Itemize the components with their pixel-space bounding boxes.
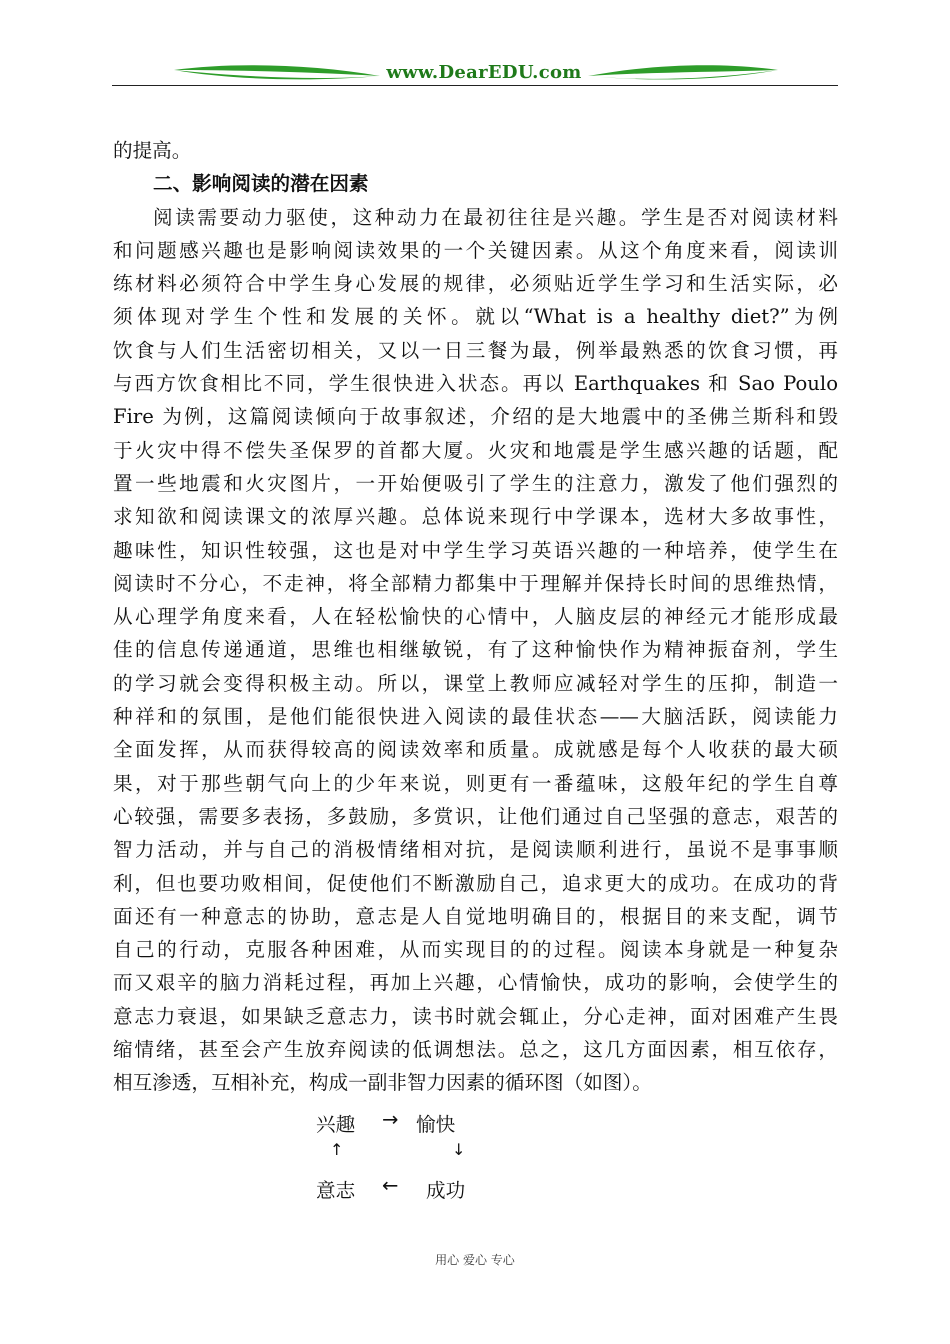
text-line: 练材料必须符合中学生身心发展的规律，必须贴近学生学习和生活实际，必 [113,272,838,296]
text-line: 佳的信息传递通道，思维也相继敏锐，有了这种愉快作为精神振奋剂，学生 [113,638,838,662]
text-line: 的学习就会变得积极主动。所以，课堂上教师应减轻对学生的压抑，制造一 [113,671,838,695]
text-line: 果，对于那些朝气向上的少年来说，则更有一番蕴味，这般年纪的学生自尊 [113,771,838,795]
text-line: 于火灾中得不偿失圣保罗的首都大厦。火灾和地震是学生感兴趣的话题，配 [113,438,838,462]
text-line: 与西方饮食相比不同，学生很快进入状态。再以 Earthquakes 和 Sao Poulo [113,372,838,396]
text-line: Fire 为例，这篇阅读倾向于故事叙述，介绍的是大地震中的圣佛兰斯科和毁 [113,405,838,429]
text-line: 趣味性，知识性较强，这也是对中学生学习英语兴趣的一种培养，使学生在 [113,538,838,562]
text-line: 阅读时不分心，不走神，将全部精力都集中于理解并保持长时间的思维热情， [113,571,838,595]
cycle-node-interest: 兴趣 [316,1113,356,1136]
text-line: 智力活动，并与自己的消极情绪相对抗，是阅读顺利进行，虽说不是事事顺 [113,838,838,862]
section-heading: 二、影响阅读的潜在因素 [153,172,369,196]
arrow-up-icon: ↑ [330,1140,344,1159]
text-line: 阅读需要动力驱使，这种动力在最初往往是兴趣。学生是否对阅读材料 [153,205,838,229]
cycle-node-success: 成功 [426,1179,466,1202]
text-line: 意志力衰退，如果缺乏意志力，读书时就会辄止，分心走神，面对困难产生畏 [113,1004,838,1028]
header-rule [112,85,838,86]
text-line: 全面发挥，从而获得较高的阅读效率和质量。成就感是每个人收获的最大硕 [113,738,838,762]
text-line: 相互渗透，互相补充，构成一副非智力因素的循环图（如图）。 [113,1071,652,1095]
arrow-down-icon: ↓ [452,1140,466,1159]
text-line: 利，但也要功败相间，促使他们不断激励自己，追求更大的成功。在成功的背 [113,871,838,895]
text-line: 求知欲和阅读课文的浓厚兴趣。总体说来现行中学课本，选材大多故事性， [113,505,838,529]
text-line: 须体现对学生个性和发展的关怀。就以“What is a healthy diet?”为例 [113,305,838,329]
text-line: 从心理学角度来看，人在轻松愉快的心情中，人脑皮层的神经元才能形成最 [113,605,838,629]
text-line: 心较强，需要多表扬，多鼓励，多赏识，让他们通过自己坚强的意志，艰苦的 [113,804,838,828]
text-line: 饮食与人们生活密切相关，又以一日三餐为最，例举最熟悉的饮食习惯，再 [113,338,838,362]
page-header [112,60,838,90]
text-line: 置一些地震和火灾图片，一开始便吸引了学生的注意力，激发了他们强烈的 [113,471,838,495]
text-line: 和问题感兴趣也是影响阅读效果的一个关键因素。从这个角度来看，阅读训 [113,238,838,262]
text-line: 的提高。 [113,139,192,162]
text-line: 自己的行动，克服各种困难，从而实现目的的过程。阅读本身就是一种复杂 [113,938,838,962]
arrow-right-icon: → [382,1108,399,1131]
text-line: 面还有一种意志的协助，意志是人自觉地明确目的，根据目的来支配，调节 [113,904,838,928]
non-intellectual-factor-cycle-diagram [300,1100,500,1210]
document-body [113,134,838,1100]
text-line: 缩情绪，甚至会产生放弃阅读的低调想法。总之，这几方面因素，相互依存， [113,1038,838,1062]
page-footer: 用心 爱心 专心 [435,1253,515,1267]
cycle-node-pleasure: 愉快 [416,1113,456,1136]
text-line: 而又艰辛的脑力消耗过程，再加上兴趣，心情愉快，成功的影响，会使学生的 [113,971,838,995]
text-line: 种祥和的氛围，是他们能很快进入阅读的最佳状态——大脑活跃，阅读能力 [113,705,838,729]
site-logo-text: www.DearEDU.com [386,62,582,83]
arrow-left-icon: ← [382,1174,399,1197]
cycle-node-will: 意志 [316,1179,356,1202]
